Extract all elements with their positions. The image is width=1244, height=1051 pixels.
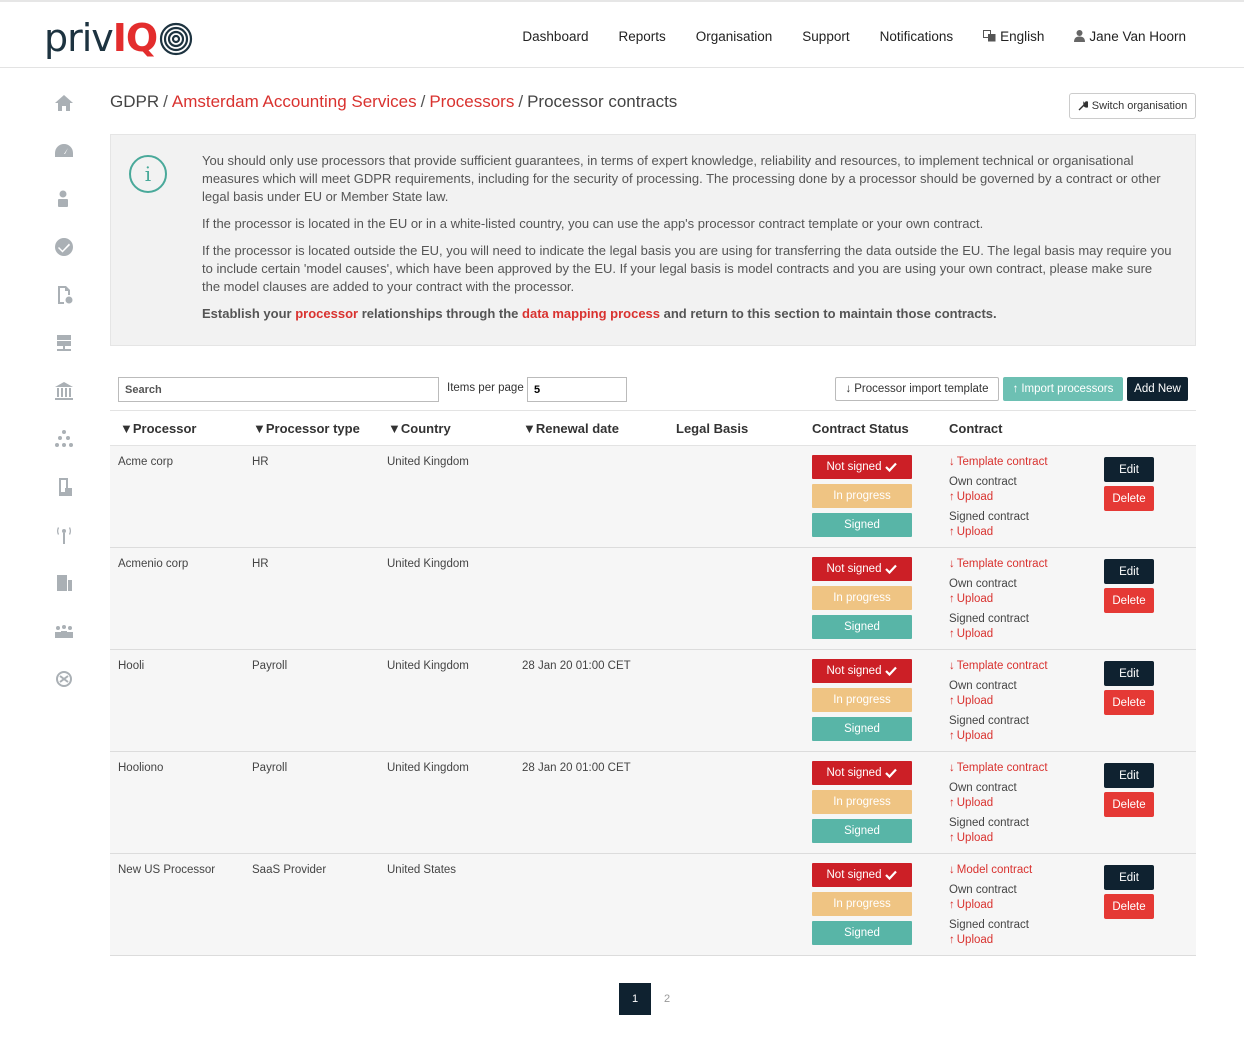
- status-not-signed-label: Not signed: [826, 767, 882, 779]
- status-signed-button[interactable]: [812, 819, 912, 843]
- signed-contract-label: Signed contract: [949, 613, 1029, 625]
- processor-link[interactable]: processor: [295, 306, 359, 321]
- info-paragraph-3: If the processor is located outside the EU, you will need to indicate the legal basis you are using for transferring the data outside the EU. The legal basis may require you to include certain 'model causes', which have been approved by the EU. If your legal basis is model contracts and you are using your own contract, please make sure the model clauses are added to your contract with the processor.: [202, 243, 1172, 294]
- switch-organisation-button[interactable]: [1069, 93, 1196, 119]
- edit-label: Edit: [1119, 667, 1139, 680]
- arrow-down-icon: ↓: [949, 660, 955, 672]
- transfer-icon[interactable]: [52, 667, 76, 691]
- info-p4-text-c: and return to this section to maintain those contracts.: [660, 306, 997, 321]
- breadcrumb-organisation-link[interactable]: Amsterdam Accounting Services: [171, 92, 417, 111]
- table-row: [110, 854, 1196, 956]
- signed-contract-label: Signed contract: [949, 715, 1029, 727]
- status-signed-button[interactable]: [812, 921, 912, 945]
- main-nav: [522, 2, 1186, 70]
- import-processors-button[interactable]: [1003, 377, 1123, 401]
- cell-renewal-date: 28 Jan 20 01:00 CET: [522, 660, 631, 672]
- nav-dashboard-label: Dashboard: [522, 28, 589, 44]
- upload-label: Upload: [956, 695, 994, 707]
- own-contract-upload-link[interactable]: [949, 593, 993, 605]
- info-text: [202, 152, 1172, 332]
- contract-template-label: Template contract: [956, 762, 1048, 774]
- upload-label: Upload: [956, 526, 994, 538]
- nav-support[interactable]: [802, 29, 849, 44]
- contract-template-label: Model contract: [956, 864, 1033, 876]
- own-contract-label: Own contract: [949, 476, 1017, 488]
- nav-language[interactable]: [983, 29, 1044, 44]
- broadcast-tower-icon[interactable]: [52, 523, 76, 547]
- info-circle-icon: i: [129, 155, 167, 193]
- status-in-progress-label: In progress: [833, 694, 891, 706]
- contract-template-link[interactable]: [949, 660, 1048, 672]
- nav-reports-label: Reports: [618, 28, 666, 44]
- delete-button[interactable]: [1104, 792, 1154, 817]
- status-not-signed-label: Not signed: [826, 869, 882, 881]
- cell-processor: Hooliono: [118, 762, 164, 774]
- status-in-progress-label: In progress: [833, 490, 891, 502]
- wrench-icon: [1078, 101, 1088, 111]
- info-paragraph-2: If the processor is located in the EU or in a white-listed country, you can use the app's processor contract template or your own contract.: [202, 216, 984, 231]
- arrow-up-icon: ↑: [949, 526, 955, 538]
- logo-iq-text: IQ: [112, 16, 158, 60]
- nav-user[interactable]: [1074, 29, 1186, 44]
- status-signed-label: Signed: [844, 621, 880, 633]
- signed-contract-label: Signed contract: [949, 817, 1029, 829]
- table-row: [110, 446, 1196, 548]
- signed-contract-label: Signed contract: [949, 919, 1029, 931]
- header-processor[interactable]: ▼Processor: [120, 421, 197, 436]
- status-signed-label: Signed: [844, 519, 880, 531]
- edit-button[interactable]: [1104, 865, 1154, 890]
- info-panel: [110, 134, 1196, 346]
- status-in-progress-label: In progress: [833, 592, 891, 604]
- own-contract-label: Own contract: [949, 884, 1017, 896]
- arrow-down-icon: ↓: [949, 762, 955, 774]
- status-not-signed-label: Not signed: [826, 665, 882, 677]
- status-not-signed-button[interactable]: [812, 659, 912, 683]
- edit-button[interactable]: [1104, 559, 1154, 584]
- bank-icon[interactable]: [52, 379, 76, 403]
- translate-icon: [983, 30, 996, 42]
- arrow-up-icon: ↑: [949, 593, 955, 605]
- own-contract-label: Own contract: [949, 578, 1017, 590]
- status-not-signed-button[interactable]: [812, 455, 912, 479]
- home-icon[interactable]: [52, 91, 76, 115]
- contract-template-label: Template contract: [956, 558, 1048, 570]
- add-new-button[interactable]: [1127, 377, 1188, 401]
- header-contract-status: Contract Status: [812, 421, 909, 436]
- document-settings-icon[interactable]: [52, 283, 76, 307]
- top-navbar: [0, 0, 1244, 68]
- fingerprint-icon: [159, 22, 193, 56]
- status-signed-label: Signed: [844, 723, 880, 735]
- breadcrumb-separator: /: [518, 92, 524, 111]
- mobile-document-icon[interactable]: [52, 475, 76, 499]
- delete-button[interactable]: [1104, 690, 1154, 715]
- processor-import-template-button[interactable]: [835, 377, 999, 401]
- arrow-up-icon: ↑: [1012, 383, 1019, 395]
- arrow-up-icon: ↑: [949, 899, 955, 911]
- nav-notifications[interactable]: [880, 29, 954, 44]
- own-contract-upload-link[interactable]: [949, 491, 993, 503]
- edit-label: Edit: [1119, 463, 1139, 476]
- signed-contract-upload-link[interactable]: [949, 526, 993, 538]
- dashboard-gauge-icon[interactable]: [52, 139, 76, 163]
- cell-processor: Acmenio corp: [118, 558, 189, 570]
- table-row: [110, 752, 1196, 854]
- upload-label: Upload: [956, 899, 994, 911]
- arrow-up-icon: ↑: [949, 695, 955, 707]
- contract-template-link[interactable]: [949, 558, 1048, 570]
- cell-country: United States: [387, 864, 457, 876]
- header-legal-basis: Legal Basis: [676, 421, 749, 436]
- edit-button[interactable]: [1104, 457, 1154, 482]
- cell-processor-type: Payroll: [252, 660, 288, 672]
- status-signed-button[interactable]: [812, 615, 912, 639]
- arrow-up-icon: ↑: [949, 628, 955, 640]
- check-icon: [885, 666, 897, 676]
- processor-import-template-label: Processor import template: [854, 383, 989, 395]
- upload-label: Upload: [956, 797, 994, 809]
- edit-label: Edit: [1119, 871, 1139, 884]
- delete-button[interactable]: [1104, 486, 1154, 511]
- priviq-logo[interactable]: [44, 16, 193, 60]
- nav-support-label: Support: [802, 28, 850, 44]
- arrow-up-icon: ↑: [949, 797, 955, 809]
- status-in-progress-button[interactable]: [812, 586, 912, 610]
- search-input[interactable]: [118, 377, 439, 402]
- add-new-label: Add New: [1134, 383, 1181, 395]
- cell-processor-type: HR: [252, 558, 269, 570]
- cell-country: United Kingdom: [387, 456, 469, 468]
- hierarchy-icon[interactable]: [52, 427, 76, 451]
- info-paragraph-4: [202, 305, 1172, 323]
- contract-template-label: Template contract: [956, 456, 1048, 468]
- status-not-signed-button[interactable]: [812, 863, 912, 887]
- status-not-signed-label: Not signed: [826, 563, 882, 575]
- breadcrumb: [110, 92, 677, 112]
- status-signed-button[interactable]: [812, 513, 912, 537]
- check-icon: [885, 462, 897, 472]
- user-icon: [1074, 30, 1085, 42]
- pagination: [619, 983, 683, 1015]
- contract-template-link[interactable]: [949, 456, 1048, 468]
- edit-label: Edit: [1119, 565, 1139, 578]
- status-in-progress-button[interactable]: [812, 688, 912, 712]
- edit-button[interactable]: [1104, 763, 1154, 788]
- import-processors-label: Import processors: [1021, 383, 1114, 395]
- check-icon: [885, 870, 897, 880]
- own-contract-label: Own contract: [949, 782, 1017, 794]
- items-per-page-label: Items per page: [447, 382, 524, 394]
- delete-label: Delete: [1112, 696, 1146, 709]
- signed-contract-upload-link[interactable]: [949, 628, 993, 640]
- cell-processor-type: SaaS Provider: [252, 864, 327, 876]
- user-lock-icon[interactable]: [52, 187, 76, 211]
- own-contract-upload-link[interactable]: [949, 899, 993, 911]
- cell-processor: Hooli: [118, 660, 145, 672]
- nav-organisation-label: Organisation: [695, 28, 773, 44]
- nav-notifications-label: Notifications: [879, 28, 954, 44]
- arrow-up-icon: ↑: [949, 832, 955, 844]
- status-in-progress-label: In progress: [833, 796, 891, 808]
- breadcrumb-root: GDPR: [110, 92, 160, 111]
- processor-contracts-table: [110, 410, 1196, 956]
- page-2-button[interactable]: 2: [663, 993, 671, 1005]
- cell-country: United Kingdom: [387, 762, 469, 774]
- signed-contract-upload-link[interactable]: [949, 934, 993, 946]
- delete-button[interactable]: [1104, 588, 1154, 613]
- breadcrumb-separator: /: [163, 92, 168, 111]
- signed-contract-upload-link[interactable]: [949, 730, 993, 742]
- items-per-page-input[interactable]: [527, 377, 627, 402]
- table-row: [110, 650, 1196, 752]
- arrow-up-icon: ↑: [949, 934, 955, 946]
- breadcrumb-processors-link[interactable]: Processors: [429, 92, 515, 111]
- own-contract-upload-link[interactable]: [949, 797, 993, 809]
- contract-template-label: Template contract: [956, 660, 1048, 672]
- arrow-up-icon: ↑: [949, 491, 955, 503]
- arrow-down-icon: ↓: [949, 456, 955, 468]
- delete-label: Delete: [1112, 798, 1146, 811]
- team-icon[interactable]: [52, 619, 76, 643]
- edit-label: Edit: [1119, 769, 1139, 782]
- upload-label: Upload: [956, 593, 994, 605]
- signed-contract-label: Signed contract: [949, 511, 1029, 523]
- contract-template-link[interactable]: [949, 762, 1048, 774]
- status-in-progress-button[interactable]: [812, 790, 912, 814]
- status-signed-label: Signed: [844, 825, 880, 837]
- header-renewal-date[interactable]: ▼Renewal date: [523, 421, 619, 436]
- logo-priv-text: priv: [44, 16, 113, 60]
- cell-country: United Kingdom: [387, 660, 469, 672]
- table-row: [110, 548, 1196, 650]
- edit-button[interactable]: [1104, 661, 1154, 686]
- header-processor-type[interactable]: ▼Processor type: [253, 421, 360, 436]
- building-icon[interactable]: [52, 571, 76, 595]
- info-paragraph-1: You should only use processors that provide sufficient guarantees, in terms of expert knowledge, reliability and resources, to implement technical or organisational measures which will meet GDPR requirements, including for the security of processing. The processing done by a processor should be governed by a contract or other legal basis under EU or Member State law.: [202, 153, 1161, 204]
- status-not-signed-label: Not signed: [826, 461, 882, 473]
- header-country[interactable]: ▼Country: [388, 421, 451, 436]
- nav-user-label: Jane Van Hoorn: [1089, 28, 1186, 44]
- status-signed-button[interactable]: [812, 717, 912, 741]
- own-contract-label: Own contract: [949, 680, 1017, 692]
- delete-label: Delete: [1112, 900, 1146, 913]
- breadcrumb-separator: /: [420, 92, 426, 111]
- upload-label: Upload: [956, 934, 994, 946]
- header-contract: Contract: [949, 421, 1003, 436]
- nav-language-label: English: [1000, 28, 1045, 44]
- cell-processor: Acme corp: [118, 456, 173, 468]
- arrow-down-icon: ↓: [845, 383, 852, 395]
- nav-organisation[interactable]: [696, 29, 773, 44]
- status-in-progress-label: In progress: [833, 898, 891, 910]
- server-network-icon[interactable]: [52, 331, 76, 355]
- arrow-down-icon: ↓: [949, 864, 955, 876]
- delete-button[interactable]: [1104, 894, 1154, 919]
- check-icon: [885, 768, 897, 778]
- table-header: [110, 410, 1196, 446]
- upload-label: Upload: [956, 628, 994, 640]
- upload-label: Upload: [956, 832, 994, 844]
- check-icon: [885, 564, 897, 574]
- status-not-signed-button[interactable]: [812, 761, 912, 785]
- page-1-button[interactable]: 1: [619, 983, 651, 1015]
- status-in-progress-button[interactable]: [812, 484, 912, 508]
- upload-label: Upload: [956, 491, 994, 503]
- upload-label: Upload: [956, 730, 994, 742]
- cell-processor-type: HR: [252, 456, 269, 468]
- signed-contract-upload-link[interactable]: [949, 832, 993, 844]
- check-circle-icon[interactable]: [52, 235, 76, 259]
- own-contract-upload-link[interactable]: [949, 695, 993, 707]
- delete-label: Delete: [1112, 594, 1146, 607]
- arrow-down-icon: ↓: [949, 558, 955, 570]
- switch-organisation-label: Switch organisation: [1091, 100, 1188, 112]
- cell-country: United Kingdom: [387, 558, 469, 570]
- delete-label: Delete: [1112, 492, 1146, 505]
- breadcrumb-current: Processor contracts: [527, 92, 678, 111]
- cell-processor-type: Payroll: [252, 762, 288, 774]
- cell-renewal-date: 28 Jan 20 01:00 CET: [522, 762, 631, 774]
- status-signed-label: Signed: [844, 927, 880, 939]
- info-p4-text-a: Establish your: [202, 306, 296, 321]
- info-p4-text-b: relationships through the: [358, 306, 523, 321]
- nav-dashboard[interactable]: [522, 29, 588, 44]
- contract-template-link[interactable]: [949, 864, 1032, 876]
- status-in-progress-button[interactable]: [812, 892, 912, 916]
- status-not-signed-button[interactable]: [812, 557, 912, 581]
- cell-processor: New US Processor: [118, 864, 216, 876]
- data-mapping-process-link[interactable]: data mapping process: [522, 306, 661, 321]
- nav-reports[interactable]: [618, 29, 665, 44]
- arrow-up-icon: ↑: [949, 730, 955, 742]
